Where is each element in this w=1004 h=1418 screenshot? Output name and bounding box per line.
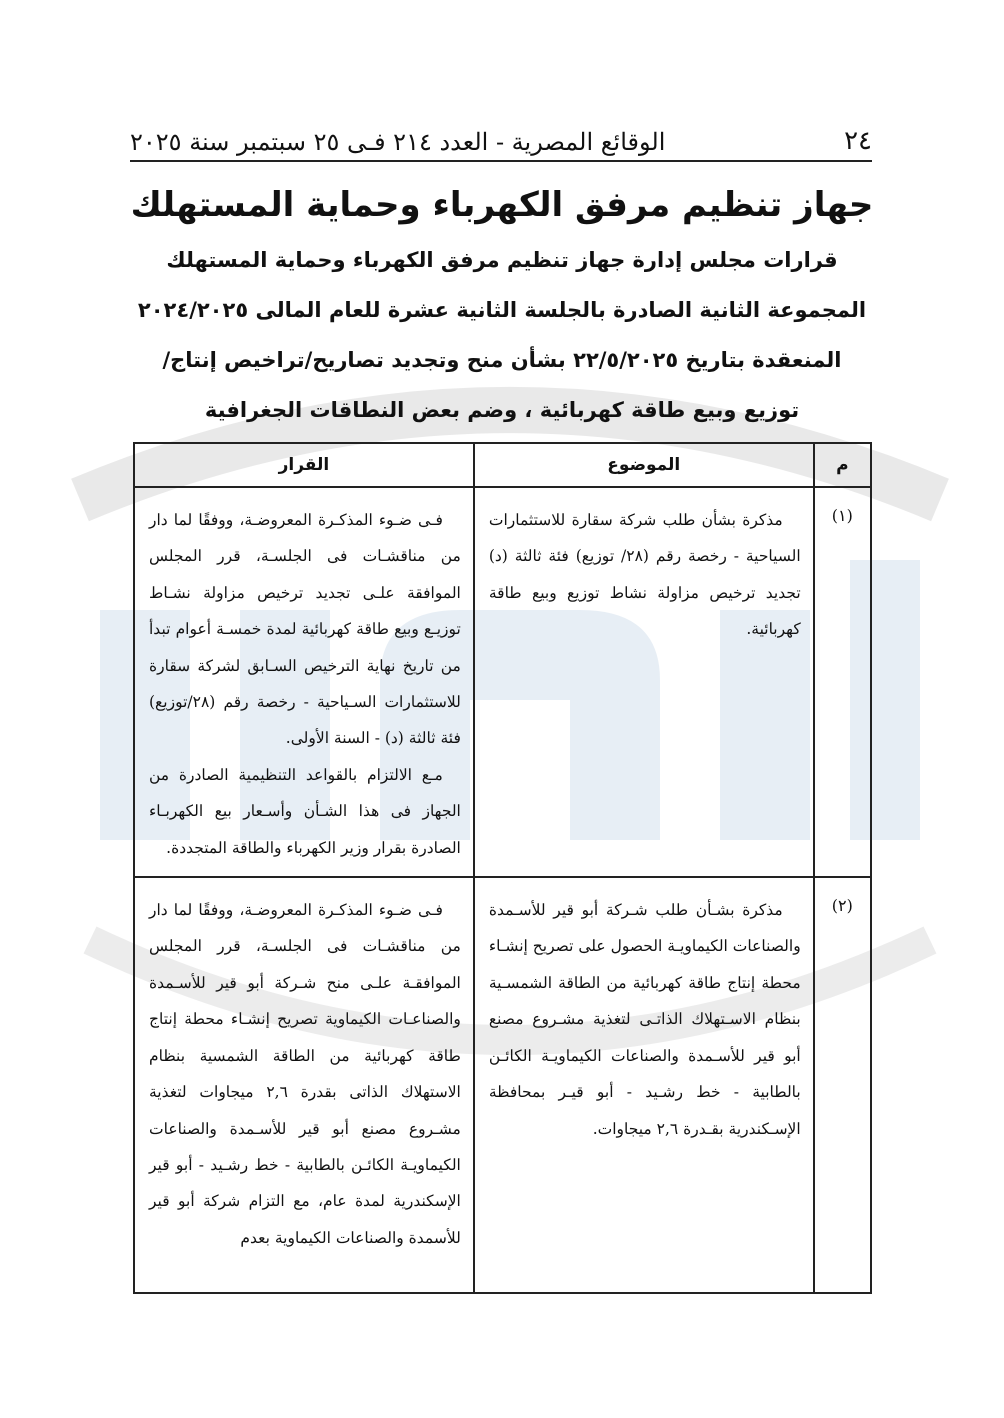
title-line-3: المنعقدة بتاريخ ٢٢/٥/٢٠٢٥ بشأن منح وتجديد تصاريح/تراخيص إنتاج/: [162, 348, 842, 372]
title-line-1: قرارات مجلس إدارة جهاز تنظيم مرفق الكهرباء وحماية المستهلك: [166, 248, 838, 272]
page-number: ٢٤: [844, 126, 872, 156]
row-number: (٢): [814, 877, 871, 1293]
authority-title: جهاز تنظيم مرفق الكهرباء وحماية المستهلك: [130, 185, 874, 225]
row-subject: [474, 487, 814, 877]
row-decision: [134, 877, 474, 1293]
decision-paragraph: فـى ضـوء المذكـرة المعروضـة، ووفقًا لما دار من مناقشـات فى الجلسـة، قرر المجلس الموافقة علـى تجديد ترخيص مزاولة نشـاط توزيـع وبيع طاقة كهربائية لمدة خمسـة أعوام تبدأ من تاريخ نهاية الترخيص السـابق لشركة سقارة للاستثمارات السـياحية - رخصة رقم (٢٨/توزيع) فئة ثالثة (د) - السنة الأولى.: [149, 511, 461, 748]
row-decision: [134, 487, 474, 877]
publication-line: الوقائع المصرية - العدد ٢١٤ فـى ٢٥ سبتمبر سنة ٢٠٢٥: [130, 128, 666, 156]
table-row: [134, 487, 871, 877]
decision-paragraph: مـع الالتزام بالقواعد التنظيمية الصادرة من الجهاز فى هذا الشـأن وأسـعار بيع الكهربـاء الصادرة بقرار وزير الكهرباء والطاقة المتجددة.: [149, 765, 461, 857]
subject-text: مذكرة بشـأن طلب شـركة أبو قير للأسـمدة والصناعات الكيماويـة الحصول على تصريح إنشـاء محطة إنتاج طاقة كهربائية من الطاقة الشمسـية بنظام الاسـتهلاك الذاتـى لتغذية مشـروع مصنع أبو قير للأسـمدة والصناعات الكيماويـة الكائـن بالطابية - خط رشـيد - أبو قيـر بمحافظة الإسـكندرية بقـدرة ٢,٦ ميجاوات.: [488, 901, 801, 1138]
header-subject: الموضوع: [474, 443, 814, 487]
table-header-row: [134, 443, 871, 487]
row-number: (١): [814, 487, 871, 877]
title-line-2: المجموعة الثانية الصادرة بالجلسة الثانية عشرة للعام المالى ٢٠٢٤/٢٠٢٥: [137, 298, 867, 322]
title-line-4: توزيع وبيع طاقة كهربائية ، وضم بعض النطاقات الجغرافية: [204, 398, 800, 422]
running-header: [130, 112, 872, 162]
header-num: م: [814, 443, 871, 487]
title-block: [120, 185, 884, 435]
table-row: [134, 877, 871, 1293]
row-subject: [474, 877, 814, 1293]
decision-paragraph: فـى ضـوء المذكـرة المعروضـة، ووفقًا لما دار من مناقشـات فى الجلسـة، قرر المجلس الموافقـة علـى منح شـركة أبو قير للأسـمدة والصناعـات الكيماوية تصريح إنشـاء محطة إنتاج طاقة كهربائية من الطاقة الشمسية بنظام الاستهلاك الذاتى بقدرة ٢,٦ ميجاوات لتغذية مشـروع مصنع أبو قير للأسـمدة والصناعات الكيماويـة الكائـن بالطابية - خط رشـيد - أبو قير الإسكندرية لمدة عام، مع التزام شركة أبو قير للأسمدة والصناعات الكيماوية بعدم: [149, 901, 461, 1247]
decisions-table: [133, 442, 872, 1294]
subject-text: مذكرة بشأن طلب شركة سقارة للاستثمارات السياحية - رخصة رقم (٢٨/ توزيع) فئة ثالثة (د) تجديد ترخيص مزاولة نشاط توزيع وبيع طاقة كهربائية.: [488, 511, 801, 639]
header-decision: القرار: [134, 443, 474, 487]
